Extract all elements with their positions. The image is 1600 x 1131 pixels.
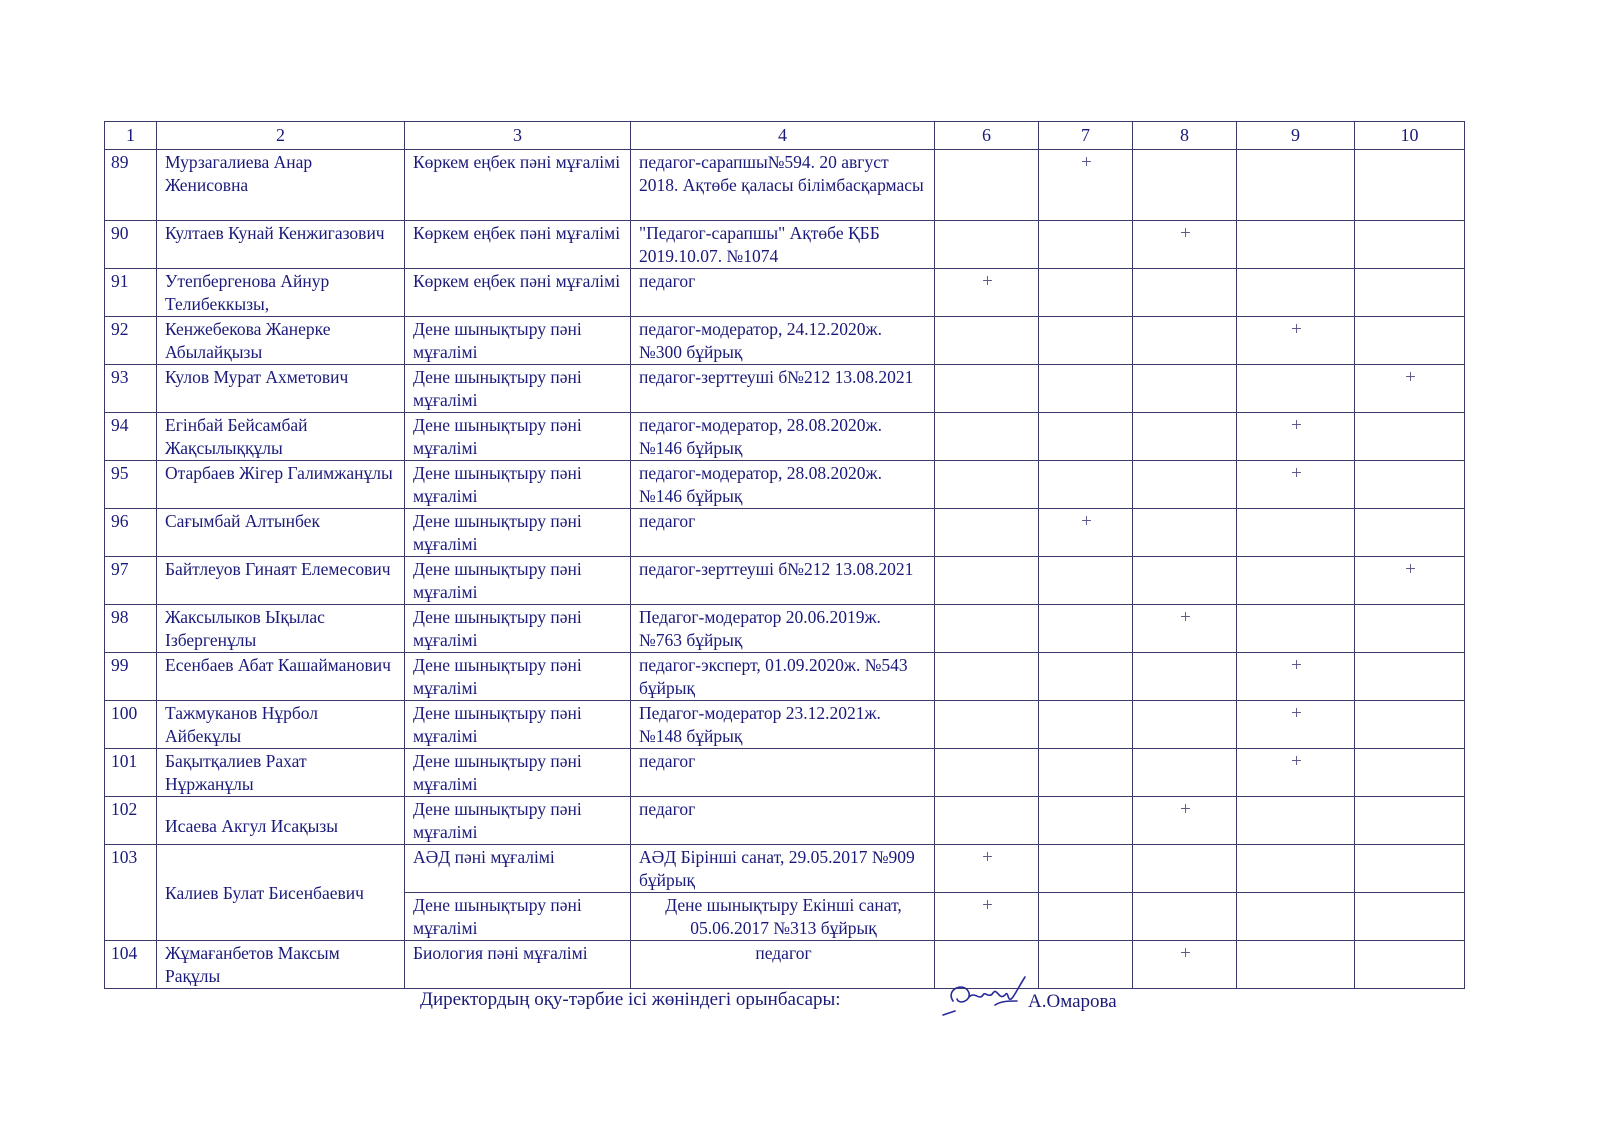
empty-cell <box>1039 413 1133 461</box>
empty-cell <box>1133 317 1237 365</box>
teacher-name: Калиев Булат Бисенбаевич <box>157 845 405 941</box>
subject: Биология пәні мұғалімі <box>405 941 631 989</box>
category-mark: + <box>935 269 1039 317</box>
staff-category-table <box>104 121 1465 989</box>
teacher-name: Кулов Мурат Ахметович <box>157 365 405 413</box>
empty-cell <box>1355 893 1465 941</box>
empty-cell <box>1355 150 1465 221</box>
empty-cell <box>1039 461 1133 509</box>
empty-cell <box>1237 605 1355 653</box>
empty-cell <box>1237 557 1355 605</box>
empty-cell <box>935 150 1039 221</box>
category-mark: + <box>1133 221 1237 269</box>
table-row <box>105 557 1465 605</box>
table-row <box>105 941 1465 989</box>
empty-cell <box>1039 797 1133 845</box>
empty-cell <box>935 509 1039 557</box>
teacher-name: Егінбай Бейсамбай Жақсылыққұлы <box>157 413 405 461</box>
table-row <box>105 749 1465 797</box>
row-number: 96 <box>105 509 157 557</box>
row-number: 99 <box>105 653 157 701</box>
empty-cell <box>1237 150 1355 221</box>
empty-cell <box>1355 653 1465 701</box>
row-number: 103 <box>105 845 157 941</box>
empty-cell <box>935 797 1039 845</box>
header-col-7: 7 <box>1039 122 1133 150</box>
row-number: 101 <box>105 749 157 797</box>
empty-cell <box>1355 221 1465 269</box>
teacher-name: Мурзагалиева Анар Женисовна <box>157 150 405 221</box>
qualification-category: педагог <box>631 269 935 317</box>
qualification-category: "Педагог-сарапшы" Ақтөбе ҚББ 2019.10.07. №1074 <box>631 221 935 269</box>
category-mark: + <box>1237 701 1355 749</box>
empty-cell <box>1039 269 1133 317</box>
empty-cell <box>1355 461 1465 509</box>
category-mark: + <box>1355 365 1465 413</box>
qualification-category: педагог-эксперт, 01.09.2020ж. №543 бұйрық <box>631 653 935 701</box>
empty-cell <box>1039 845 1133 893</box>
category-mark: + <box>1237 749 1355 797</box>
empty-cell <box>1039 557 1133 605</box>
empty-cell <box>1039 941 1133 989</box>
header-row <box>105 122 1465 150</box>
empty-cell <box>1355 797 1465 845</box>
empty-cell <box>1355 317 1465 365</box>
empty-cell <box>935 605 1039 653</box>
empty-cell <box>935 461 1039 509</box>
subject: Дене шынықтыру пәні мұғалімі <box>405 797 631 845</box>
header-col-8: 8 <box>1133 122 1237 150</box>
empty-cell <box>935 701 1039 749</box>
empty-cell <box>1133 845 1237 893</box>
qualification-category: педагог-модератор, 24.12.2020ж. №300 бұйрық <box>631 317 935 365</box>
empty-cell <box>1237 221 1355 269</box>
empty-cell <box>1133 365 1237 413</box>
empty-cell <box>1039 221 1133 269</box>
header-col-6: 6 <box>935 122 1039 150</box>
teacher-name: Исаева Акгул Исақызы <box>157 797 405 845</box>
subject: Дене шынықтыру пәні мұғалімі <box>405 413 631 461</box>
teacher-name: Байтлеуов Гинаят Елемесович <box>157 557 405 605</box>
empty-cell <box>1039 893 1133 941</box>
empty-cell <box>1237 509 1355 557</box>
empty-cell <box>1237 797 1355 845</box>
qualification-category: педагог <box>631 797 935 845</box>
empty-cell <box>1355 269 1465 317</box>
empty-cell <box>935 221 1039 269</box>
qualification-category: педагог-зерттеуші б№212 13.08.2021 <box>631 557 935 605</box>
header-col-10: 10 <box>1355 122 1465 150</box>
qualification-category: педагог <box>631 941 935 989</box>
teacher-name: Утепбергенова Айнур Телибеккызы, <box>157 269 405 317</box>
empty-cell <box>1355 701 1465 749</box>
table-row <box>105 269 1465 317</box>
empty-cell <box>1355 845 1465 893</box>
subject: АӘД пәні мұғалімі <box>405 845 631 893</box>
empty-cell <box>1355 509 1465 557</box>
header-col-9: 9 <box>1237 122 1355 150</box>
subject: Дене шынықтыру пәні мұғалімі <box>405 653 631 701</box>
empty-cell <box>935 557 1039 605</box>
table-row <box>105 605 1465 653</box>
header-col-2: 2 <box>157 122 405 150</box>
row-number: 100 <box>105 701 157 749</box>
qualification-category: педагог <box>631 749 935 797</box>
subject: Дене шынықтыру пәні мұғалімі <box>405 701 631 749</box>
category-mark: + <box>1039 509 1133 557</box>
table-row <box>105 845 1465 893</box>
category-mark: + <box>1133 797 1237 845</box>
category-mark: + <box>935 845 1039 893</box>
subject: Дене шынықтыру пәні мұғалімі <box>405 365 631 413</box>
table-row <box>105 461 1465 509</box>
category-mark: + <box>1133 941 1237 989</box>
row-number: 104 <box>105 941 157 989</box>
empty-cell <box>1039 653 1133 701</box>
teacher-name: Бақытқалиев Рахат Нұржанұлы <box>157 749 405 797</box>
table-row <box>105 701 1465 749</box>
teacher-name: Кенжебекова Жанерке Абылайқызы <box>157 317 405 365</box>
empty-cell <box>1237 365 1355 413</box>
empty-cell <box>1355 941 1465 989</box>
empty-cell <box>1133 893 1237 941</box>
empty-cell <box>1133 557 1237 605</box>
teacher-name: Тажмуканов Нұрбол Айбекұлы <box>157 701 405 749</box>
teacher-name: Жаксылыков Ықылас Ізбергенұлы <box>157 605 405 653</box>
empty-cell <box>1133 269 1237 317</box>
empty-cell <box>1039 605 1133 653</box>
table-row <box>105 413 1465 461</box>
row-number: 102 <box>105 797 157 845</box>
row-number: 98 <box>105 605 157 653</box>
empty-cell <box>1133 653 1237 701</box>
empty-cell <box>935 365 1039 413</box>
table-row <box>105 509 1465 557</box>
row-number: 95 <box>105 461 157 509</box>
category-mark: + <box>1355 557 1465 605</box>
teacher-name: Жұмағанбетов Максым Рақұлы <box>157 941 405 989</box>
subject: Дене шынықтыру пәні мұғалімі <box>405 749 631 797</box>
subject: Дене шынықтыру пәні мұғалімі <box>405 509 631 557</box>
empty-cell <box>1039 749 1133 797</box>
subject: Дене шынықтыру пәні мұғалімі <box>405 893 631 941</box>
subject: Дене шынықтыру пәні мұғалімі <box>405 461 631 509</box>
staff-table-sheet <box>104 121 1464 989</box>
empty-cell <box>1133 509 1237 557</box>
teacher-name: Сағымбай Алтынбек <box>157 509 405 557</box>
table-row <box>105 365 1465 413</box>
subject: Дене шынықтыру пәні мұғалімі <box>405 317 631 365</box>
empty-cell <box>1237 845 1355 893</box>
teacher-name: Отарбаев Жігер Галимжанұлы <box>157 461 405 509</box>
category-mark: + <box>1133 605 1237 653</box>
table-row <box>105 797 1465 845</box>
subject: Көркем еңбек пәні мұғалімі <box>405 150 631 221</box>
subject: Көркем еңбек пәні мұғалімі <box>405 269 631 317</box>
table-row <box>105 150 1465 221</box>
deputy-director-title: Директордың оқу-тәрбие ісі жөніндегі орынбасары: <box>420 989 841 1010</box>
row-number: 90 <box>105 221 157 269</box>
empty-cell <box>935 653 1039 701</box>
empty-cell <box>1133 701 1237 749</box>
qualification-category: АӘД Бірінші санат, 29.05.2017 №909 бұйрық <box>631 845 935 893</box>
category-mark: + <box>1237 461 1355 509</box>
empty-cell <box>1237 941 1355 989</box>
subject: Дене шынықтыру пәні мұғалімі <box>405 557 631 605</box>
row-number: 93 <box>105 365 157 413</box>
category-mark: + <box>935 893 1039 941</box>
empty-cell <box>1355 605 1465 653</box>
empty-cell <box>935 749 1039 797</box>
empty-cell <box>1039 317 1133 365</box>
category-mark: + <box>1039 150 1133 221</box>
empty-cell <box>1039 365 1133 413</box>
row-number: 92 <box>105 317 157 365</box>
deputy-director-name: А.Омарова <box>1028 991 1117 1012</box>
table-row <box>105 221 1465 269</box>
empty-cell <box>935 413 1039 461</box>
signature-footer <box>420 985 1180 1025</box>
qualification-category: педагог-сарапшы№594. 20 август 2018. Ақтөбе қаласы білімбасқармасы <box>631 150 935 221</box>
empty-cell <box>1355 413 1465 461</box>
header-col-4: 4 <box>631 122 935 150</box>
row-number: 94 <box>105 413 157 461</box>
empty-cell <box>1039 701 1133 749</box>
empty-cell <box>1133 749 1237 797</box>
row-number: 91 <box>105 269 157 317</box>
category-mark: + <box>1237 317 1355 365</box>
subject: Дене шынықтыру пәні мұғалімі <box>405 605 631 653</box>
empty-cell <box>935 317 1039 365</box>
qualification-category: Педагог-модератор 23.12.2021ж. №148 бұйрық <box>631 701 935 749</box>
header-col-3: 3 <box>405 122 631 150</box>
qualification-category: педагог-зерттеуші б№212 13.08.2021 <box>631 365 935 413</box>
qualification-category: педагог <box>631 509 935 557</box>
qualification-category: Дене шынықтыру Екінші санат, 05.06.2017 №313 бұйрық <box>631 893 935 941</box>
qualification-category: педагог-модератор, 28.08.2020ж. №146 бұйрық <box>631 413 935 461</box>
empty-cell <box>1133 150 1237 221</box>
empty-cell <box>1133 413 1237 461</box>
table-body <box>105 150 1465 989</box>
empty-cell <box>1237 893 1355 941</box>
qualification-category: педагог-модератор, 28.08.2020ж. №146 бұйрық <box>631 461 935 509</box>
category-mark: + <box>1237 413 1355 461</box>
qualification-category: Педагог-модератор 20.06.2019ж. №763 бұйрық <box>631 605 935 653</box>
table-row <box>105 653 1465 701</box>
empty-cell <box>1237 269 1355 317</box>
row-number: 97 <box>105 557 157 605</box>
table-row <box>105 317 1465 365</box>
header-col-1: 1 <box>105 122 157 150</box>
category-mark: + <box>1237 653 1355 701</box>
subject: Көркем еңбек пәні мұғалімі <box>405 221 631 269</box>
empty-cell <box>1355 749 1465 797</box>
teacher-name: Култаев Кунай Кенжигазович <box>157 221 405 269</box>
empty-cell <box>1133 461 1237 509</box>
row-number: 89 <box>105 150 157 221</box>
teacher-name: Есенбаев Абат Кашайманович <box>157 653 405 701</box>
